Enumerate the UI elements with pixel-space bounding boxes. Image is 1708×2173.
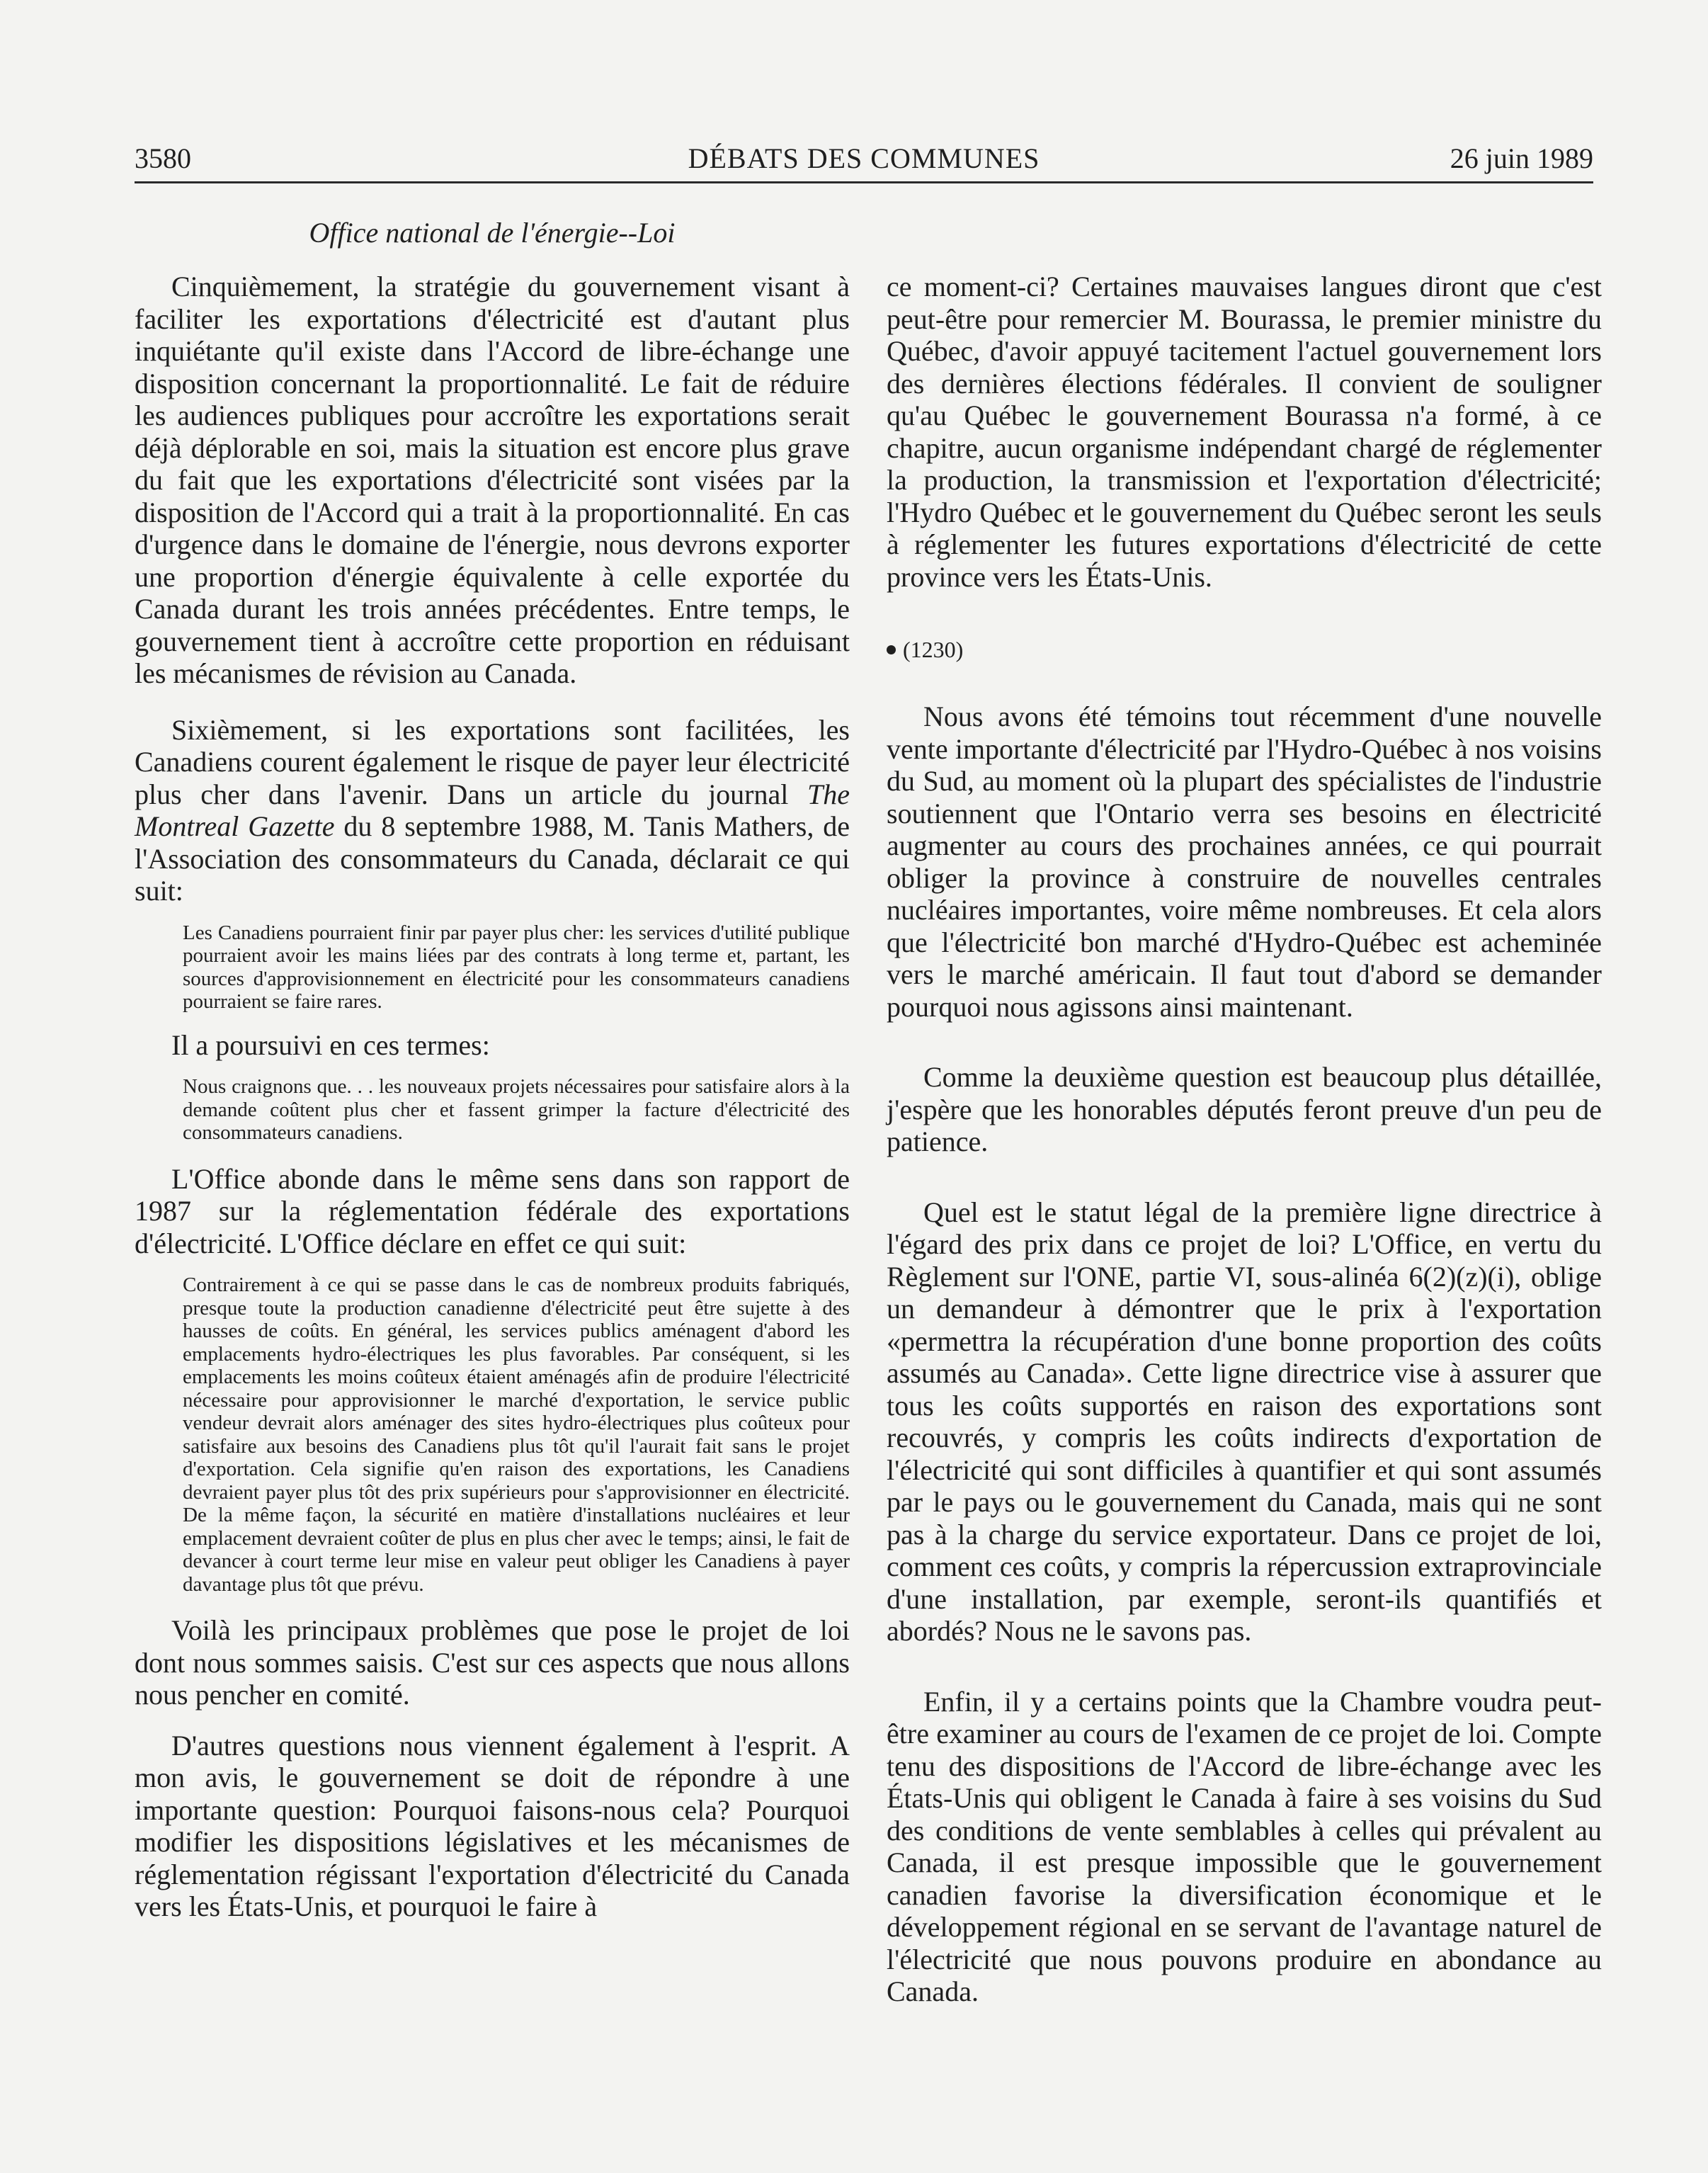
paragraph-sixth-point [135,714,850,907]
paragraph-continued: ce moment-ci? Certaines mauvaises langues diront que c'est peut-être pour remercier M. Bourassa, le premier ministre du Québec, d'avoir appuyé tacitement l'actuel gouvernement lors des dernières élections fédérales. Il convient de souligner qu'au Québec le gouvernement Bourassa n'a formé, à ce chapitre, aucun organisme indépendant chargé de réglementer la production, la transmission et l'exportation d'électricité; l'Hydro Québec et le gouvernement du Québec seront les seuls à réglementer les futures exportations d'électricité de cette province vers les États-Unis. [887,271,1602,593]
quote-consumers: Les Canadiens pourraient finir par payer plus cher: les services d'utilité publique pourraient avoir les mains liées par des contrats à long terme et, partant, les sources d'approvisionnement en électricité pour les consommateurs canadiens pourraient se faire rares. [183,921,850,1013]
paragraph-second-question: Comme la deuxième question est beaucoup plus détaillée, j'espère que les honorables députés feront preuve d'un peu de patience. [887,1061,1602,1157]
paragraph-sixth-point-text-a: Sixièmement, si les exportations sont facilitées, les Canadiens courent également le risque de payer leur électricité plus cher dans l'avenir. Dans un article du journal [135,713,850,810]
paragraph-other-questions: D'autres questions nous viennent également à l'esprit. A mon avis, le gouvernement se doit de répondre à une importante question: Pourquoi faisons-nous cela? Pourquoi modifier les dispositions législatives et les mécanismes de réglementation régissant l'exportation d'électricité du Canada vers les États-Unis, et pourquoi le faire à [135,1729,850,1922]
paragraph-legal-status: Quel est le statut légal de la première ligne directrice à l'égard des prix dans ce projet de loi? L'Office, en vertu du Règlement sur l'ONE, partie VI, sous-alinéa 6(2)(z)(i), oblige un demandeur à démontrer que le prix à l'exportation «permettra la récupération d'une bonne proportion des coûts assumés au Canada». Cette ligne directrice vise à assurer que tous les coûts supportés en raison des exportations sont recouvrés, y compris les coûts indirects d'exportation de l'électricité qui sont difficiles à quantifier et qui sont assumés par le pays ou le gouvernement du Canada, mais qui ne sont pas à la charge du service exportateur. Dans ce projet de loi, comment ces coûts, y compris la répercussion extraprovinciale d'une installation, par exemple, seront-ils quantifiés et abordés? Nous ne le savons pas. [887,1196,1602,1647]
paragraph-main-problems: Voilà les principaux problèmes que pose le projet de loi dont nous sommes saisis. C'est sur ces aspects que nous allons nous pencher en comité. [135,1614,850,1710]
publication-title: DÉBATS DES COMMUNES [688,142,1040,174]
bullet-icon [887,645,896,654]
paragraph-office-report: L'Office abonde dans le même sens dans son rapport de 1987 sur la réglementation fédérale des exportations d'électricité. L'Office déclare en effet ce qui suit: [135,1162,850,1259]
quote-office-report: Contrairement à ce qui se passe dans le cas de nombreux produits fabriqués, presque toute la production canadienne d'électricité peut être sujette à des hausses de coûts. En général, les services publics aménagent d'abord les emplacements hydro-électriques les plus favorables. Par conséquent, si les emplacements les moins coûteux étaient aménagés afin de produire l'électricité nécessaire pour approvisionner le marché d'exportation, le service public vendeur devrait alors aménager des sites hydro-électriques plus coûteux pour satisfaire aux besoins des Canadiens plus tôt qu'il l'aurait fait sans le projet d'exportation. Cela signifie qu'en raison des exportations, les Canadiens devraient payer plus tôt des prix supérieurs pour s'approvisionner en électricité. De la même façon, la sécurité en matière d'installations nucléaires et leur emplacement devraient coûter de plus en plus cher avec le temps; ainsi, le fait de devancer à court terme leur mise en valeur peut obliger les Canadiens à payer davantage plus tôt que prévu. [183,1273,850,1596]
page-header [135,140,1593,183]
newspaper-title: The Montreal Gazette [135,778,850,842]
quote-new-projects: Nous craignons que. . . les nouveaux projets nécessaires pour satisfaire alors à la demande coûtent plus cher et fassent grimper la facture d'électricité des consommateurs canadiens. [183,1075,850,1144]
paragraph-hydro-quebec-sale: Nous avons été témoins tout récemment d'une nouvelle vente importante d'électricité par l'Hydro-Québec à nos voisins du Sud, au moment où la plupart des spécialistes de l'industrie soutiennent que l'Ontario verra ses besoins en électricité augmenter au cours des prochaines années, ce qui pourrait obliger la province à construire de nouvelles centrales nucléaires importantes, voire même nombreuses. Et cela alors que l'électricité bon marché d'Hydro-Québec est acheminée vers le marché américain. Il faut tout d'abord se demander pourquoi nous agissons ainsi maintenant. [887,700,1602,1023]
right-column [887,271,1602,2008]
time-marker [887,637,1602,662]
page-date: 26 juin 1989 [1450,142,1593,174]
time-marker-label: (1230) [903,637,964,662]
paragraph-sixth-point-text-b: du 8 septembre 1988, M. Tanis Mathers, de l'Association des consommateurs du Canada, déclarait ce qui suit: [135,810,850,907]
left-column [135,271,850,1923]
paragraph-fifth-point: Cinquièmement, la stratégie du gouvernement visant à faciliter les exportations d'électricité est d'autant plus inquiétante qu'il existe dans l'Accord de libre-échange une disposition concernant la proportionnalité. Le fait de réduire les audiences publiques pour accroître les exportations serait déjà déplorable en soi, mais la situation est encore plus grave du fait que les exportations d'électricité sont visées par la disposition de l'Accord qui a trait à la proportionnalité. En cas d'urgence dans le domaine de l'énergie, nous devrons exporter une proportion d'énergie équivalente à celle exportée du Canada durant les trois années précédentes. Entre temps, le gouvernement tient à accroître cette proportion en réduisant les mécanismes de révision au Canada. [135,271,850,689]
quote-intro: Il a poursuivi en ces termes: [171,1028,490,1061]
page-number: 3580 [135,142,191,174]
paragraph-finally: Enfin, il y a certains points que la Chambre voudra peut-être examiner au cours de l'examen de ce projet de loi. Compte tenu des dispositions de l'Accord de libre-échange avec les États-Unis qui obligent le Canada à faire à ses voisins du Sud des conditions de vente semblables à celles qui prévalent au Canada, il est presque impossible que le gouvernement canadien favorise la diversification économique et le développement régional en se servant de l'avantage naturel de l'électricité que nous pouvons produire en abondance au Canada. [887,1685,1602,2007]
section-subtitle: Office national de l'énergie--Loi [309,217,676,249]
